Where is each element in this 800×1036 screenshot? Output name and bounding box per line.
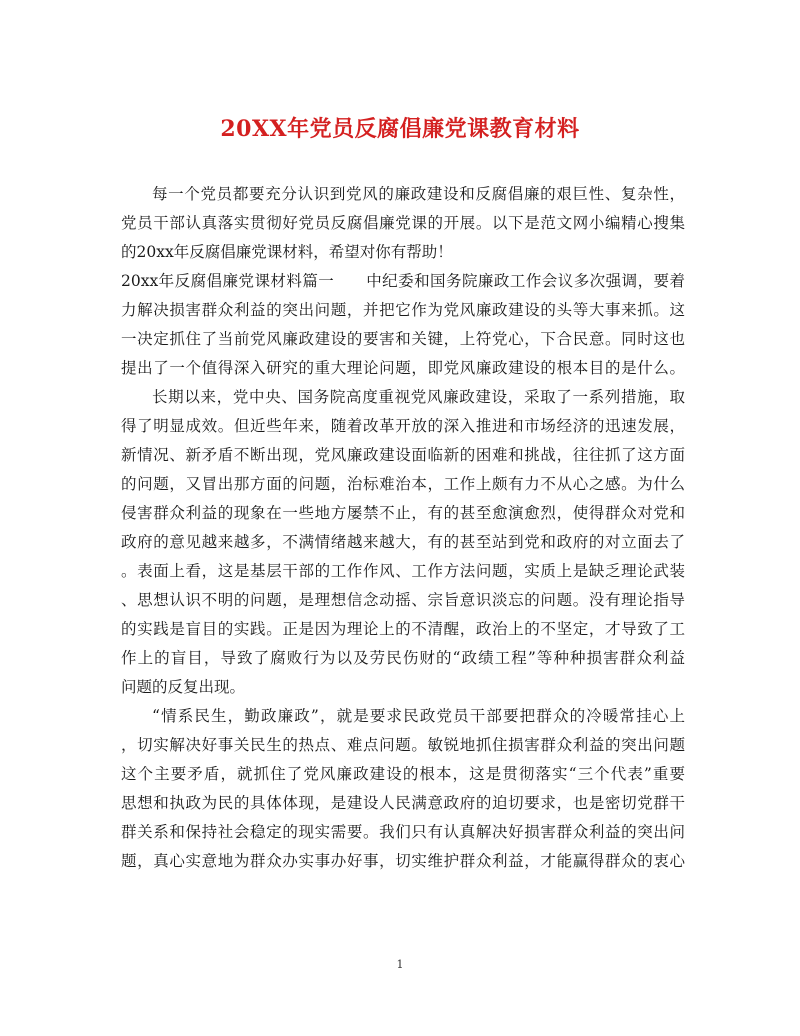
document-title: 20XX年党员反腐倡廉党课教育材料 — [220, 116, 580, 142]
text-line: 20xx年反腐倡廉党课材料篇一 中纪委和国务院廉政工作会议多次强调，要着 — [121, 272, 685, 290]
text-line: 党员干部认真落实贯彻好党员反腐倡廉党课的开展。以下是范文网小编精心搜集 — [121, 214, 685, 232]
text-line: 政府的意见越来越多，不满情绪越来越大，有的甚至站到党和政府的对立面去了 — [121, 533, 685, 551]
text-line: ，切实解决好事关民生的热点、难点问题。敏锐地抓住损害群众利益的突出问题 — [121, 736, 685, 754]
text-line: 力解决损害群众利益的突出问题，并把它作为党风廉政建设的头等大事来抓。这 — [121, 301, 685, 319]
text-line: 的实践是盲目的实践。正是因为理论上的不清醒，政治上的不坚定，才导致了工 — [121, 620, 685, 638]
text-line: 一决定抓住了当前党风廉政建设的要害和关键，上符党心，下合民意。同时这也 — [121, 330, 685, 348]
text-line: 群关系和保持社会稳定的现实需要。我们只有认真解决好损害群众利益的突出问 — [121, 823, 685, 841]
text-line: 长期以来，党中央、国务院高度重视党风廉政建设，采取了一系列措施，取 — [152, 388, 685, 406]
page-number: 1 — [396, 958, 404, 971]
text-line: “情系民生，勤政廉政”，就是要求民政党员干部要把群众的冷暖常挂心上 — [152, 707, 685, 725]
text-line: 问题的反复出现。 — [121, 678, 246, 696]
text-line: 思想和执政为民的具体体现，是建设人民满意政府的迫切要求，也是密切党群干 — [121, 794, 685, 812]
text-line: 新情况、新矛盾不断出现，党风廉政建设面临新的困难和挑战，往往抓了这方面 — [121, 446, 685, 464]
text-line: 、思想认识不明的问题，是理想信念动摇、宗旨意识淡忘的问题。没有理论指导 — [121, 591, 685, 609]
text-line: 侵害群众利益的现象在一些地方屡禁不止，有的甚至愈演愈烈，使得群众对党和 — [121, 504, 685, 522]
text-line: 的20xx年反腐倡廉党课材料，希望对你有帮助！ — [121, 243, 453, 261]
text-line: 。表面上看，这是基层干部的工作作风、工作方法问题，实质上是缺乏理论武装 — [121, 562, 685, 580]
text-line: 作上的盲目，导致了腐败行为以及劳民伤财的“政绩工程”等种种损害群众利益 — [121, 649, 685, 667]
document-body — [121, 180, 685, 876]
text-line: 得了明显成效。但近些年来，随着改革开放的深入推进和市场经济的迅速发展， — [121, 417, 685, 435]
text-line: 题，真心实意地为群众办实事办好事，切实维护群众利益，才能赢得群众的衷心 — [121, 852, 685, 870]
text-line: 每一个党员都要充分认识到党风的廉政建设和反腐倡廉的艰巨性、复杂性， — [152, 185, 685, 203]
text-line: 的问题，又冒出那方面的问题，治标难治本，工作上颇有力不从心之感。为什么 — [121, 475, 685, 493]
text-line: 提出了一个值得深入研究的重大理论问题，即党风廉政建设的根本目的是什么。 — [121, 359, 685, 377]
text-line: 这个主要矛盾，就抓住了党风廉政建设的根本，这是贯彻落实“三个代表”重要 — [121, 765, 685, 783]
